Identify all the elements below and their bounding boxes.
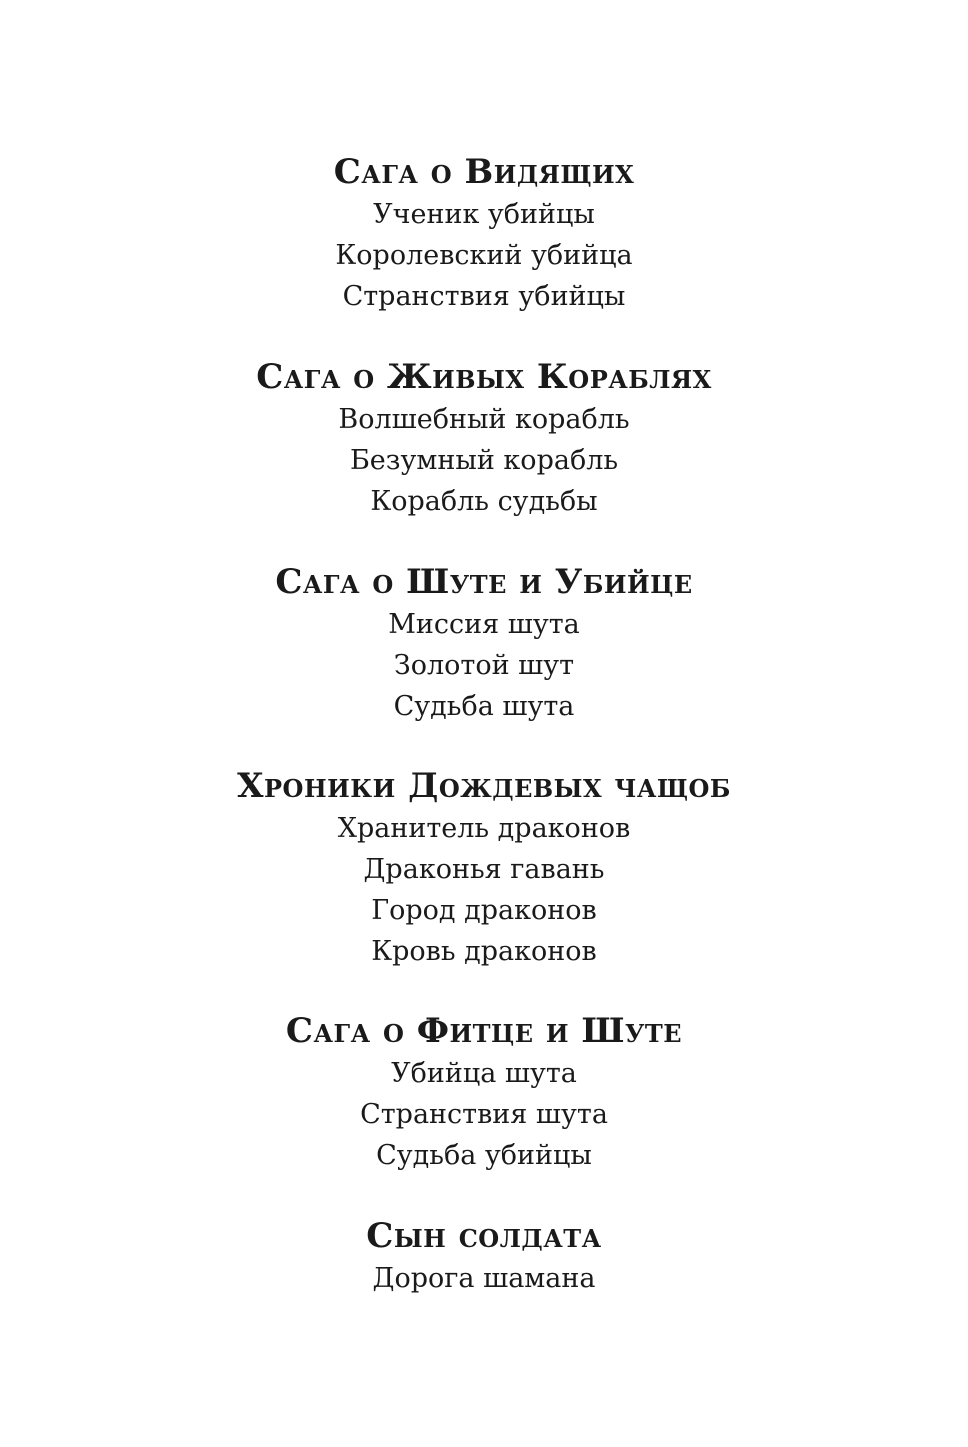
series-title: Хроники Дождевых чащоб — [237, 766, 731, 806]
series-block-liveships — [0, 355, 968, 522]
book-title: Корабль судьбы — [370, 486, 598, 517]
book-title: Драконья гавань — [363, 854, 605, 885]
book-list — [0, 1258, 968, 1299]
series-title: Сага о Фитце и Шуте — [285, 1011, 683, 1051]
series-block-soldier-son — [0, 1214, 968, 1299]
book-title: Странствия шута — [360, 1099, 608, 1130]
series-title: Сага о Шуте и Убийце — [275, 562, 693, 602]
book-list — [0, 808, 968, 972]
book-title: Ученик убийцы — [373, 199, 595, 230]
book-list — [0, 194, 968, 317]
book-title: Судьба убийцы — [376, 1140, 592, 1171]
series-title: Сага о Видящих — [333, 152, 635, 192]
series-title: Сын солдата — [366, 1216, 602, 1256]
book-list — [0, 399, 968, 522]
book-title: Судьба шута — [393, 691, 575, 722]
book-title: Дорога шамана — [372, 1263, 596, 1294]
book-title: Город драконов — [371, 895, 597, 926]
series-title: Сага о Живых Кораблях — [256, 357, 712, 397]
book-title: Безумный корабль — [349, 445, 619, 476]
series-block-seers — [0, 150, 968, 317]
book-title: Волшебный корабль — [338, 404, 630, 435]
book-title: Убийца шута — [391, 1058, 577, 1089]
book-title: Золотой шут — [393, 650, 575, 681]
series-block-rain-wilds — [0, 764, 968, 972]
book-title: Кровь драконов — [371, 936, 597, 967]
book-title: Странствия убийцы — [342, 281, 626, 312]
book-title: Хранитель драконов — [337, 813, 631, 844]
series-block-fitz-and-fool — [0, 1009, 968, 1176]
book-list — [0, 1053, 968, 1176]
book-list — [0, 604, 968, 727]
series-block-tawny-man — [0, 560, 968, 727]
book-title: Королевский убийца — [335, 240, 633, 271]
book-title: Миссия шута — [388, 609, 580, 640]
